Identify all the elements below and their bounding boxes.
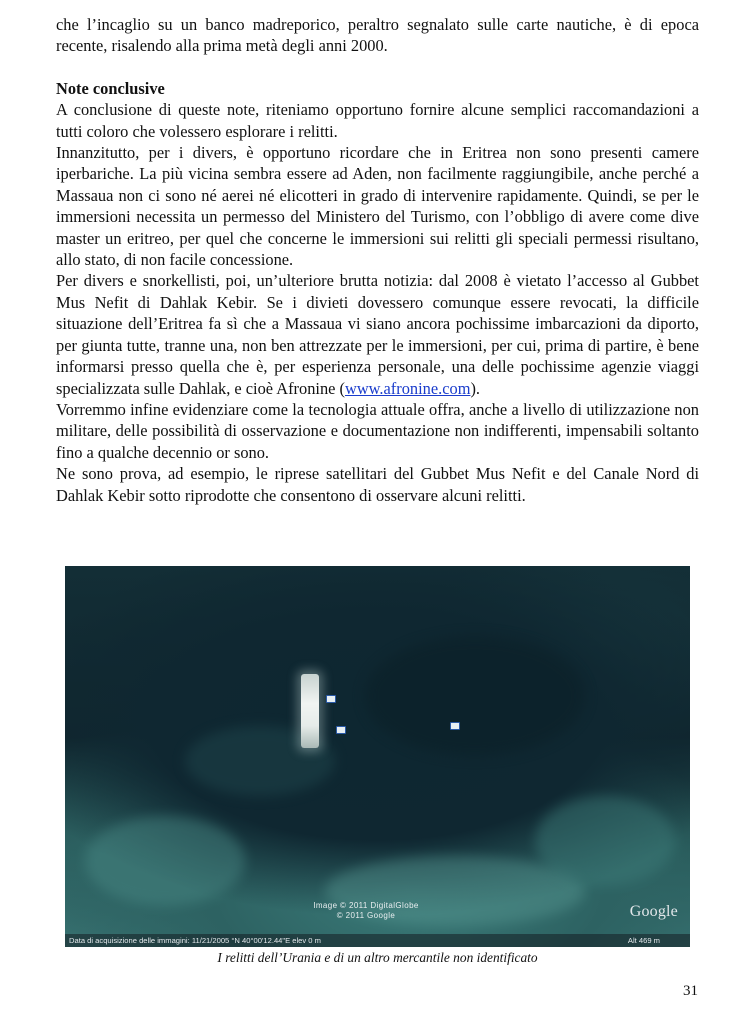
placemark-icon	[450, 722, 460, 730]
acquisition-info: Data di acquisizione delle immagini: 11/21/2005 °N 40°00'12.44"E elev 0 m	[69, 936, 321, 945]
paragraph-recommendations: A conclusione di queste note, riteniamo opportuno fornire alcune semplici raccomandazioni a tutti coloro che volessero esplorare i relitti.	[56, 100, 699, 141]
deep-water-patch	[365, 636, 585, 756]
placemark-icon	[336, 726, 346, 734]
paragraph-spacer	[56, 57, 699, 78]
paragraph-access-text: Per divers e snorkellisti, poi, un’ulteriore brutta notizia: dal 2008 è vietato l’accesso al Gubbet Mus Nefit di Dahlak Kebir. Se i divieti dovessero comunque essere revocati, la difficile situazione dell’Eritrea fa sì che a Massaua vi siano ancora pochissime imbarcazioni da diporto, per giunta tutte, tranne una, non ben attrezzate per le immersioni, per cui, prima di partire, è bene informarsi presso quella che è, per esperienza personale, una delle pochissime agenzie viaggi specializzata sulle Dahlak, e cioè Afronine (	[56, 271, 699, 398]
afronine-link[interactable]: www.afronine.com	[344, 378, 471, 398]
wreck-ship	[301, 674, 319, 748]
image-credit	[291, 901, 441, 921]
paragraph-access-end: ).	[470, 378, 481, 398]
paragraph-satellite: Ne sono prova, ad esempio, le riprese satellitari del Gubbet Mus Nefit e del Canale Nord di Dahlak Kebir sotto riprodotte che consentono di osservare alcuni relitti.	[56, 464, 699, 505]
image-credit-line: Image © 2011 DigitalGlobe	[313, 901, 419, 910]
paragraph-technology: Vorremmo infine evidenziare come la tecnologia attuale offra, anche a livello di utilizzazione non militare, delle possibilità di osservazione e documentazione non indifferenti, impensabili soltanto fino a qualche decennio or sono.	[56, 399, 699, 462]
paragraph-intro: che l’incaglio su un banco madreporico, peraltro segnalato sulle carte nautiche, è di epoca recente, risalendo alla prima metà degli anni 2000.	[56, 15, 699, 56]
altitude-info: Alt 469 m	[627, 936, 660, 945]
reef-patch	[85, 816, 245, 906]
body-text	[56, 14, 699, 506]
page-number: 31	[683, 983, 698, 999]
image-status-bar	[65, 934, 690, 947]
google-logo: Google	[629, 903, 678, 920]
paragraph-access	[56, 270, 699, 398]
reef-patch	[535, 796, 675, 886]
section-heading: Note conclusive	[56, 78, 165, 98]
paragraph-divers: Innanzitutto, per i divers, è opportuno ricordare che in Eritrea non sono presenti camere iperbariche. La più vicina sembra essere ad Aden, non facilmente raggiungibile, anche perché a Massaua non ci sono né aerei né elicotteri in grado di intervenire rapidamente. Quindi, se per le immersioni necessita un permesso del Ministero del Turismo, con l’obbligo di avere come dive master un eritreo, per quel che concerne le immersioni sui relitti gli speciali permessi risultano, allo stato, di non facile concessione.	[56, 143, 699, 270]
placemark-icon	[326, 695, 336, 703]
image-credit-line: © 2011 Google	[336, 911, 396, 920]
figure-caption: I relitti dell’Urania e di un altro mercantile non identificato	[217, 950, 538, 965]
satellite-image	[65, 566, 690, 947]
